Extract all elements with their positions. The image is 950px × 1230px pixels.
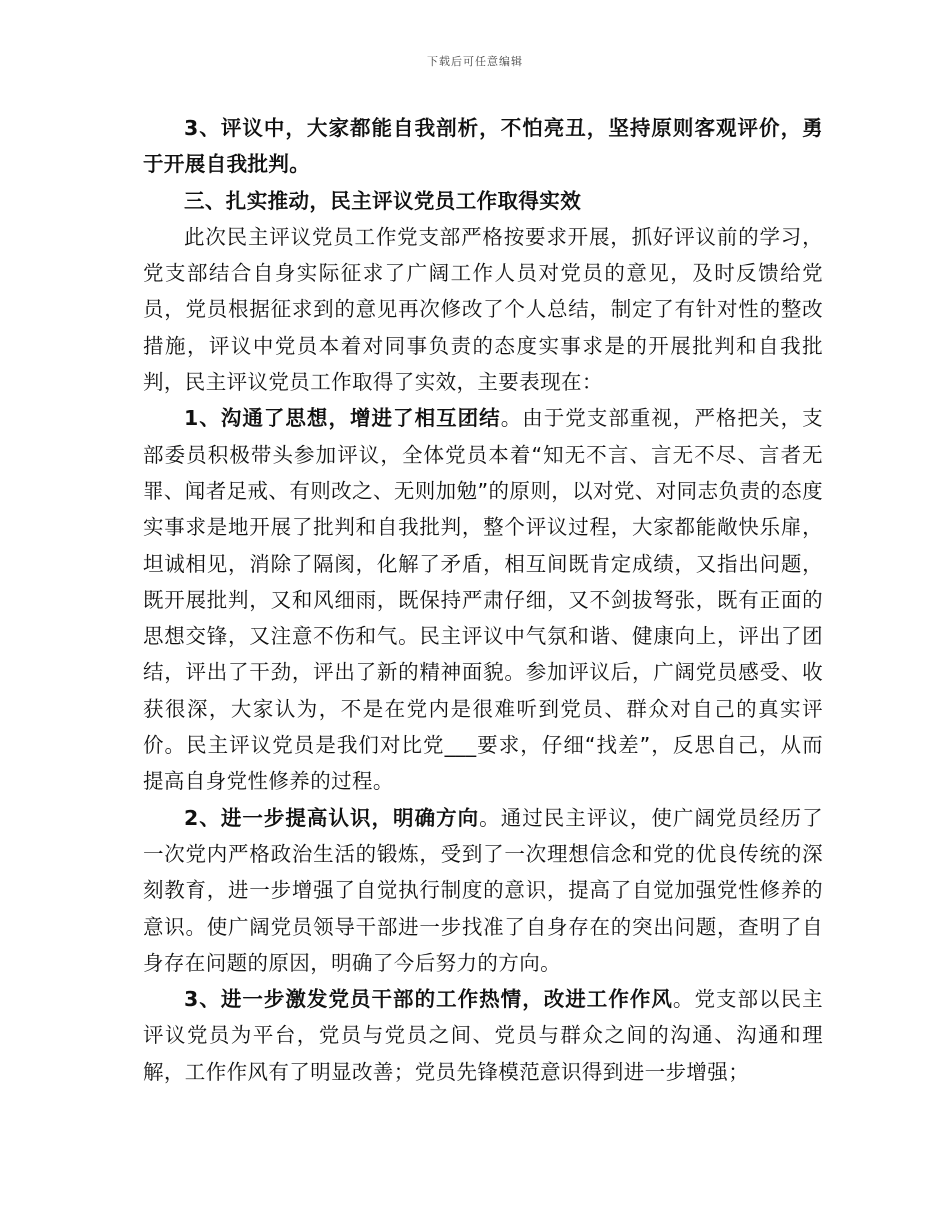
- point-3-heading: 3、进一步激发党员干部的工作热情，改进工作作风: [184, 987, 673, 1012]
- paragraph-point-1: [143, 400, 823, 799]
- paragraph-intro: 此次民主评议党员工作党支部严格按要求开展，抓好评议前的学习，党支部结合自身实际征求了广阔工作人员对党员的意见，及时反馈给党员，党员根据征求到的意见再次修改了个人总结，制定了有针对性的整改措施，评议中党员本着对同事负责的态度实事求是的开展批判和自我批判，民主评议党员工作取得了实效，主要表现在：: [143, 224, 823, 395]
- paragraph-point-3: [143, 981, 823, 1090]
- point-2-heading: 2、进一步提高认识，明确方向: [184, 805, 480, 830]
- paragraph-item-3: 3、评议中，大家都能自我剖析，不怕亮丑，坚持原则客观评价，勇于开展自我批判。: [143, 116, 823, 177]
- paragraph-point-2: [143, 800, 823, 981]
- point-3-text: 。党支部以民主评议党员为平台，党员与党员之间、党员与群众之间的沟通、沟通和理解，工作作风有了明显改善；党员先锋模范意识得到进一步增强；: [143, 987, 823, 1084]
- point-1-text: 。由于党支部重视，严格把关，支部委员积极带头参加评议，全体党员本着“知无不言、言无不尽、言者无罪、闻者足戒、有则改之、无则加勉”的原则，以对党、对同志负责的态度实事求是地开展了批判和自我批判，整个评议过程，大家都能敞快乐扉，坦诚相见，消除了隔阂，化解了矛盾，相互间既肯定成绩，又指出问题，既开展批判，又和风细雨，既保持严肃仔细，又不剑拔弩张，既有正面的思想交锋，又注意不伤和气。民主评议中气氛和谐、健康向上，评出了团结，评出了干劲，评出了新的精神面貌。参加评议后，广阔党员感受、收获很深，大家认为，不是在党内是很难听到党员、群众对自己的真实评价。民主评议党员是我们对比党___要求，仔细“找差”，反思自己，从而提高自身党性修养的过程。: [143, 406, 824, 794]
- document-body: [143, 110, 823, 1090]
- section-heading-3: 三、扎实推动，民主评议党员工作取得实效: [184, 188, 582, 213]
- page-header: 下载后可任意编辑: [427, 55, 523, 68]
- point-2-text: 。通过民主评议，使广阔党员经历了一次党内严格政治生活的锻炼，受到了一次理想信念和党的优良传统的深刻教育，进一步增强了自觉执行制度的意识，提高了自觉加强党性修养的意识。使广阔党员领导干部进一步找准了自身存在的突出问题，查明了自身存在问题的原因，明确了今后努力的方向。: [143, 805, 823, 975]
- point-1-heading: 1、沟通了思想，增进了相互团结: [184, 406, 501, 431]
